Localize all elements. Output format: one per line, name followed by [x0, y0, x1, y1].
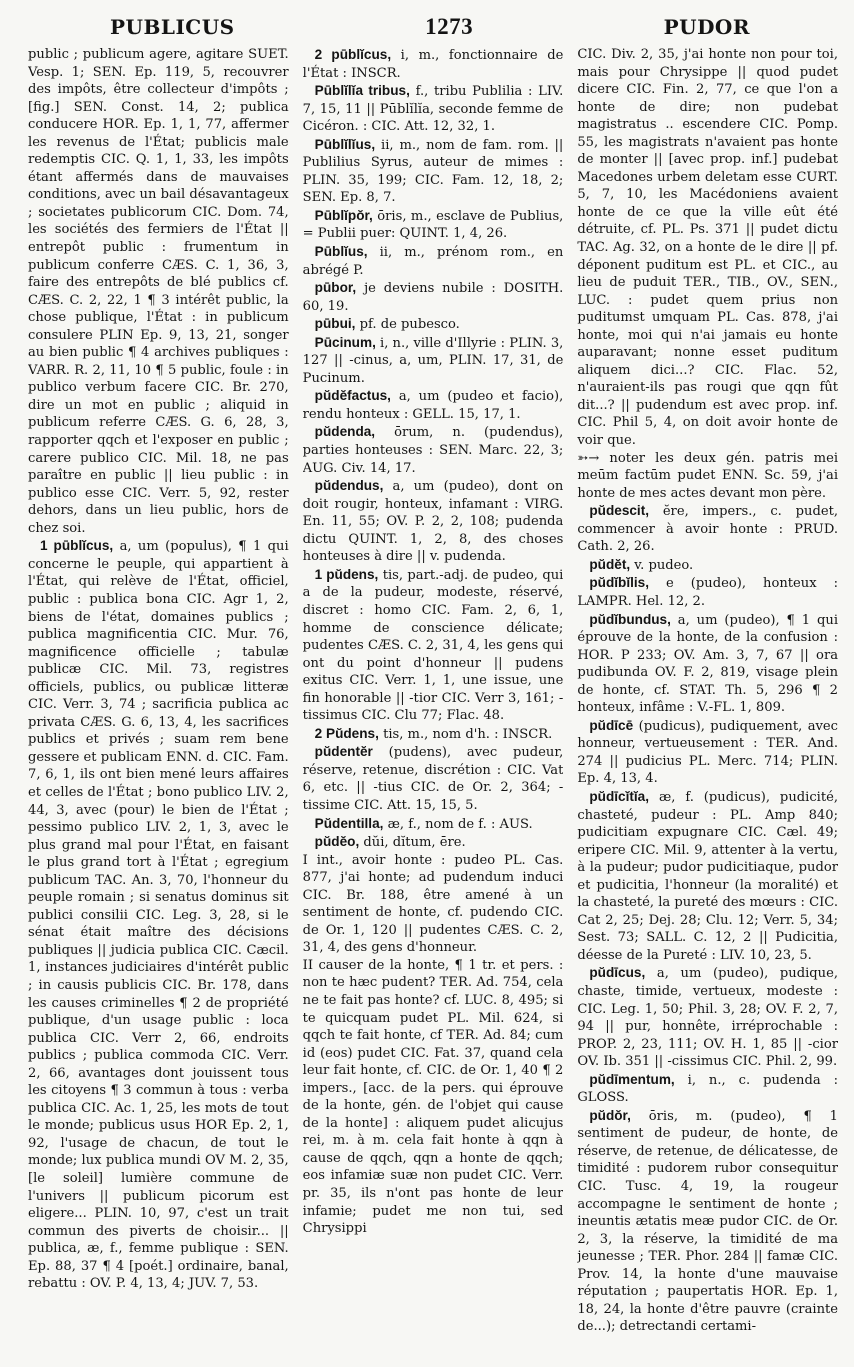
entry-text: ii, m., prénom rom., en abrégé P.	[302, 245, 564, 278]
entry-text: CIC. Div. 2, 35, j'ai honte non pour toi, mais pour Chrysippe || quod pudet dicere CIC. Fin. 2, 77, ce que l'on a honte de dire; non pudebat magistratus .. escendere CIC. Pomp. 55, les magistrats n'avaient pas honte de monter || [avec prop. inf.] pudebat Macedones urbem deletam esse CURT. 5, 7, 10, les Macédoniens avaient honte de ce que la ville eût été détruite, cf. PL. Ps. 371 || pudet dictu TAC. Ag. 32, on a honte de le dire || pf. déponent puditum est PL. et CIC., au lieu de puduit TER., TIB., OV., SEN., LUC. : pudet quem prius non puditumst umquam PL. Cas. 878, j'ai honte, moi qui n'ai jamais eu honte auparavant; nonne esset puditum aliquem dici...? CIC. Flac. 52, n'auraient-ils pas rougi que qqn fût dit...? || pudendum est avec prop. inf. CIC. Phil 5, 4, on doit avoir honte de voir que.	[577, 47, 839, 449]
dictionary-entry	[303, 833, 564, 852]
entry-text: (pudens), avec pudeur, réserve, retenue, discrétion : CIC. Vat 6, etc. || -tius CIC. de Or. 2, 364; -tissime CIC. Att. 15, 15, 5.	[302, 745, 564, 813]
dictionary-entry	[303, 957, 564, 1238]
entry-text: a, um (populus), ¶ 1 qui concerne le peuple, qui appartient à l'État, qui relève de l'État, officiel, public : publica bona CIC. Agr 1, 2, biens de l'état, domaines publics ; publica magnificentia CIC. Mur. 76, magnificence officielle ; tabulæ publicæ CIC. Mil. 73, registres officiels, publics, ou publicæ litteræ CIC. Verr. 3, 74 ; sacrificia publica ac privata CÆS. G. 6, 13, 4, les sacrifices publics et privés ; suam rem bene gessere et publicam ENN. d. CIC. Fam. 7, 6, 1, ils ont bien mené leurs affaires et celles de l'État ; bono publico LIV. 2, 44, 3, avec (pour) le bien de l'État ; pessimo publico LIV. 2, 1, 3, avec le plus grand mal pour l'État, en faisant le plus grand tort à l'État ; egregium publicum TAC. An. 3, 70, l'honneur du peuple romain ; si senatus dominus sit publici consilii CIC. Leg. 3, 28, si le sénat était maître des décisions publiques || judicia publica CIC. Cæcil. 1, instances judiciaires d'intérêt public ; in causis publicis CIC. Br. 178, dans les causes criminelles ¶ 2 de propriété publique, d'un usage public : loca publica CIC. Verr 2, 66, endroits publics ; publica commoda CIC. Verr. 2, 66, avantages dont jouissent tous les citoyens ¶ 3 commun à tous : verba publica CIC. Ac. 1, 25, les mots de tout le monde; publicus usus HOR Ep. 2, 1, 92, l'usage de chacun, de tout le monde; lux publica mundi OV M. 2, 35, [le soleil] lumière commune de l'univers || publicum picorum est eligere... PLIN. 10, 97, c'est un trait commun des piverts de choisir... || publica, æ, f., femme publique : SEN. Ep. 88, 37 ¶ 4 [poét.] ordinaire, banal, rebattu : OV. P. 4, 13, 4; JUV. 7, 53.	[28, 539, 289, 1292]
entry-text: tis, part.-adj. de pudeo, qui a de la pudeur, modeste, réservé, discret : homo CIC. Fam. 2, 6, 1, homme de conscience délicate; pudentes CÆS. C. 2, 31, 4, les gens qui ont du point d'honneur || pudens exitus CIC. Verr. 1, 1, une issue, une fin honorable || -tior CIC. Verr 3, 161; -tissimus CIC. Clu 77; Flac. 48.	[302, 567, 564, 724]
entry-headword: pŭdĭbundus,	[589, 611, 671, 627]
dictionary-entry	[303, 279, 564, 315]
column-1	[28, 46, 289, 1366]
dictionary-entry	[303, 743, 564, 814]
entry-headword: pŭdīcus,	[589, 965, 646, 981]
entry-headword: pŭdŏr,	[589, 1107, 631, 1123]
entry-headword: 1 pūblĭcus,	[40, 538, 114, 554]
entry-headword: Pūcinum,	[314, 334, 376, 350]
dictionary-entry	[577, 1071, 838, 1107]
entry-text: ōrum, n. (pudendus), parties honteuses : SEN. Marc. 22, 3; AUG. Civ. 14, 17.	[302, 425, 564, 476]
entry-headword: pŭdescit,	[589, 503, 650, 519]
entry-text: a, um (pudeo), dont on doit rougir, honteux, infamant : VIRG. En. 11, 55; OV. P. 2, 2, 108; pudenda dictu QUINT. 1, 2, 8, des choses honteuses à dire || v. pudenda.	[302, 479, 564, 565]
entry-headword: pŭdĕt,	[589, 556, 631, 572]
entry-text: I int., avoir honte : pudeo PL. Cas. 877, j'ai honte; ad pudendum induci CIC. Br. 188, être amené à un sentiment de honte, cf. pudendo CIC. de Or. 1, 120 || pudentes CÆS. C. 2, 31, 4, des gens d'honneur.	[302, 852, 564, 956]
dictionary-entry	[303, 136, 564, 207]
entry-headword: pŭdentĕr	[314, 744, 373, 760]
column-2	[303, 46, 564, 1366]
entry-text: je deviens nubile : DOSITH. 60, 19.	[302, 281, 564, 314]
dictionary-entry	[577, 1107, 838, 1336]
entry-text: II causer de la honte, ¶ 1 tr. et pers. : non te hæc pudent? TER. Ad. 754, cela ne te fait pas honte? cf. LUC. 8, 495; si te quicquam pudet PL. Mil. 624, si qqch te fait honte, cf TER. Ad. 84; cum id (eos) pudet CIC. Fat. 37, quand cela leur fait honte, cf. CIC. de Or. 1, 40 ¶ 2 impers., [acc. de la pers. qui éprouve de la honte, gén. de l'objet qui cause de la honte] : aliquem pudet alicujus rei, m. à m. cela fait honte à qqn à cause de qqch, qqn a honte de qqch; eos infamiæ suæ non pudet CIC. Verr. pr. 35, ils n'ont pas honte de leur infamie; pudet me non tui, sed Chrysippi	[302, 957, 564, 1237]
entry-headword: Pūblĭpŏr,	[314, 207, 373, 223]
entry-headword: pŭdīcĭtĭa,	[589, 788, 650, 804]
dictionary-entry	[28, 537, 289, 1293]
dictionary-entry	[303, 387, 564, 423]
running-head	[28, 14, 838, 42]
dictionary-entry	[577, 502, 838, 556]
header-first-entry: PUBLICUS	[110, 15, 235, 39]
entry-headword: pūbui,	[314, 316, 356, 332]
dictionary-entry	[577, 717, 838, 788]
entry-headword: 1 pŭdens,	[314, 566, 379, 582]
entry-headword: pŭdenda,	[314, 424, 376, 440]
entry-text: tis, m., nom d'h. : INSCR.	[383, 726, 553, 742]
header-last-entry: PUDOR	[663, 15, 750, 39]
entry-text: e (pudeo), honteux : LAMPR. Hel. 12, 2.	[577, 576, 839, 609]
entry-headword: Pūblĭlĭa tribus,	[314, 83, 410, 99]
entry-headword: pŭdĕo,	[314, 834, 360, 850]
entry-text: æ, f., nom de f. : AUS.	[387, 816, 533, 832]
entry-text: i, n., c. pudenda : GLOSS.	[577, 1072, 839, 1106]
dictionary-entry	[303, 815, 564, 834]
entry-headword: 2 pūblĭcus,	[314, 47, 392, 62]
entry-text: ĕre, impers., c. pudet, commencer à avoir honte : PRUD. Cath. 2, 26.	[577, 504, 839, 555]
column-3	[577, 46, 838, 1366]
entry-text: a, um (pudeo), pudique, chaste, timide, vertueux, modeste : CIC. Leg. 1, 50; Phil. 3, 28; OV. F. 2, 7, 94 || pur, honnête, irréprochable : PROP. 2, 23, 111; OV. H. 1, 85 || -cior OV. Ib. 351 || -cissimus CIC. Phil. 2, 99.	[577, 966, 839, 1070]
entry-text: pf. de pubesco.	[359, 317, 460, 333]
entry-text: a, um (pudeo et facio), rendu honteux : GELL. 15, 17, 1.	[302, 389, 564, 422]
dictionary-entry	[577, 556, 838, 575]
entry-headword: Pūblĭus,	[314, 244, 368, 260]
entry-headword: pŭdĭbĭlis,	[589, 575, 650, 591]
entry-text: ➳→ noter les deux gén. patris mei meūm factūm pudet ENN. Sc. 59, j'ai honte de mes actes devant mon père.	[577, 450, 839, 501]
dictionary-entry	[303, 82, 564, 136]
dictionary-entry	[577, 788, 838, 964]
entry-headword: pŭdĕfactus,	[314, 388, 391, 404]
entry-text: dŭi, dĭtum, ēre.	[363, 835, 466, 851]
dictionary-entry	[577, 46, 838, 450]
dictionary-entry	[303, 243, 564, 279]
entry-text: ōris, m. (pudeo), ¶ 1 sentiment de pudeur, de honte, de réserve, de retenue, de délicatesse, de timidité : pudorem rubor consequitur CIC. Tusc. 4, 19, la rougeur accompagne le sentiment de honte ; ineuntis ætatis meæ pudor CIC. de Or. 2, 3, la réserve, la timidité de ma jeunesse ; TER. Phor. 284 || famæ CIC. Prov. 14, la honte d'une mauvaise réputation ; paupertatis HOR. Ep. 1, 18, 24, la honte d'être pauvre (crainte de...); detrectandi certami-	[577, 1108, 839, 1335]
dictionary-entry	[303, 566, 564, 725]
entry-text: public ; publicum agere, agitare SUET. Vesp. 1; SEN. Ep. 119, 5, recouvrer des impôts, être collecteur d'impôts ; [fig.] SEN. Const. 14, 2; publica conducere HOR. Ep. 1, 1, 77, affermer les revenus de l'État; publicis male redemptis CIC. Q. 1, 1, 33, les impôts étant affermés dans de mauvaises conditions, avec un bail désavantageux ; societates publicorum CIC. Dom. 74, les sociétés des fermiers de l'État || entrepôt public : frumentum in publicum conferre CÆS. C. 1, 36, 3, faire des entrepôts de blé publics cf. CÆS. C. 2, 22, 1 ¶ 3 intérêt public, la chose publique, l'État : in publicum consulere PLIN Ep. 9, 13, 21, songer au bien public ¶ 4 archives publiques : VARR. R. 2, 11, 10 ¶ 5 public, foule : in publico verbum facere CIC. Br. 270, dire un mot en public ; aliquid in publicum referre CÆS. G. 6, 28, 3, rapporter qqch et l'exposer en public ; carere publico CIC. Mil. 18, ne pas paraître en public || lieu public : in publico esse CIC. Verr. 5, 92, rester dehors, dans un lieu public, hors de chez soi.	[28, 47, 289, 536]
dictionary-entry	[577, 611, 838, 717]
entry-text: i, n., ville d'Illyrie : PLIN. 3, 127 || -cinus, a, um, PLIN. 17, 31, de Pucinum.	[302, 335, 564, 386]
dictionary-entry	[577, 574, 838, 610]
entry-headword: Pūblĭlĭus,	[314, 136, 376, 152]
dictionary-entry	[303, 725, 564, 744]
entry-headword: pŭdendus,	[314, 478, 384, 494]
dictionary-entry	[303, 315, 564, 334]
text-columns	[28, 46, 838, 1366]
entry-text: f., tribu Publilia : LIV. 7, 15, 11 || Pūblĭlĭa, seconde femme de Cicéron. : CIC. Att. 12, 32, 1.	[302, 84, 564, 135]
entry-text: a, um (pudeo), ¶ 1 qui éprouve de la honte, de la confusion : HOR. P 233; OV. Am. 3, 7, 67 || ora pudibunda OV. F. 2, 819, visage plein de honte, cf. STAT. Th. 5, 296 ¶ 2 honteux, infâme : V.-FL. 1, 809.	[577, 612, 839, 716]
entry-text: v. pudeo.	[634, 557, 694, 573]
dictionary-entry	[303, 477, 564, 566]
page-number: 1273	[425, 14, 474, 39]
entry-text: æ, f. (pudicus), pudicité, chasteté, pudeur : PL. Amp 840; pudicitiam expugnare CIC. Cæl. 49; eripere CIC. Mil. 9, attenter à la vertu, à la pudeur; pudor pudicitiaque, pudor et pudicitia, l'honneur (la moralité) et la chasteté, la pureté des mœurs : CIC. Cat 2, 25; Dej. 28; Clu. 12; Verr. 5, 34; Sest. 73; SALL. C. 12, 2 || Pudicitia, déesse de la Pureté : LIV. 10, 23, 5.	[577, 789, 839, 963]
dictionary-entry	[577, 450, 838, 503]
entry-headword: pŭdīcē	[589, 717, 634, 733]
dictionary-entry	[303, 852, 564, 957]
entry-headword: 2 Pŭdens,	[314, 725, 379, 741]
entry-headword: pŭdīmentum,	[589, 1071, 675, 1087]
dictionary-entry	[303, 334, 564, 388]
entry-text: ōris, m., esclave de Publius, = Publii puer: QUINT. 1, 4, 26.	[302, 208, 564, 242]
dictionary-entry	[303, 46, 564, 82]
dictionary-entry	[303, 423, 564, 477]
entry-text: i, m., fonctionnaire de l'État : INSCR.	[302, 48, 564, 81]
entry-headword: pūbor,	[314, 280, 357, 296]
entry-text: ii, m., nom de fam. rom. || Publilius Syrus, auteur de mimes : PLIN. 35, 199; CIC. Fam. 12, 18, 2; SEN. Ep. 8, 7.	[302, 137, 564, 206]
dictionary-entry	[303, 207, 564, 243]
entry-text: (pudicus), pudiquement, avec honneur, vertueusement : TER. And. 274 || pudicius PL. Merc. 714; PLIN. Ep. 4, 13, 4.	[577, 718, 839, 787]
dictionary-entry	[577, 964, 838, 1070]
entry-headword: Pŭdentilla,	[314, 815, 384, 831]
dictionary-entry	[28, 46, 289, 537]
